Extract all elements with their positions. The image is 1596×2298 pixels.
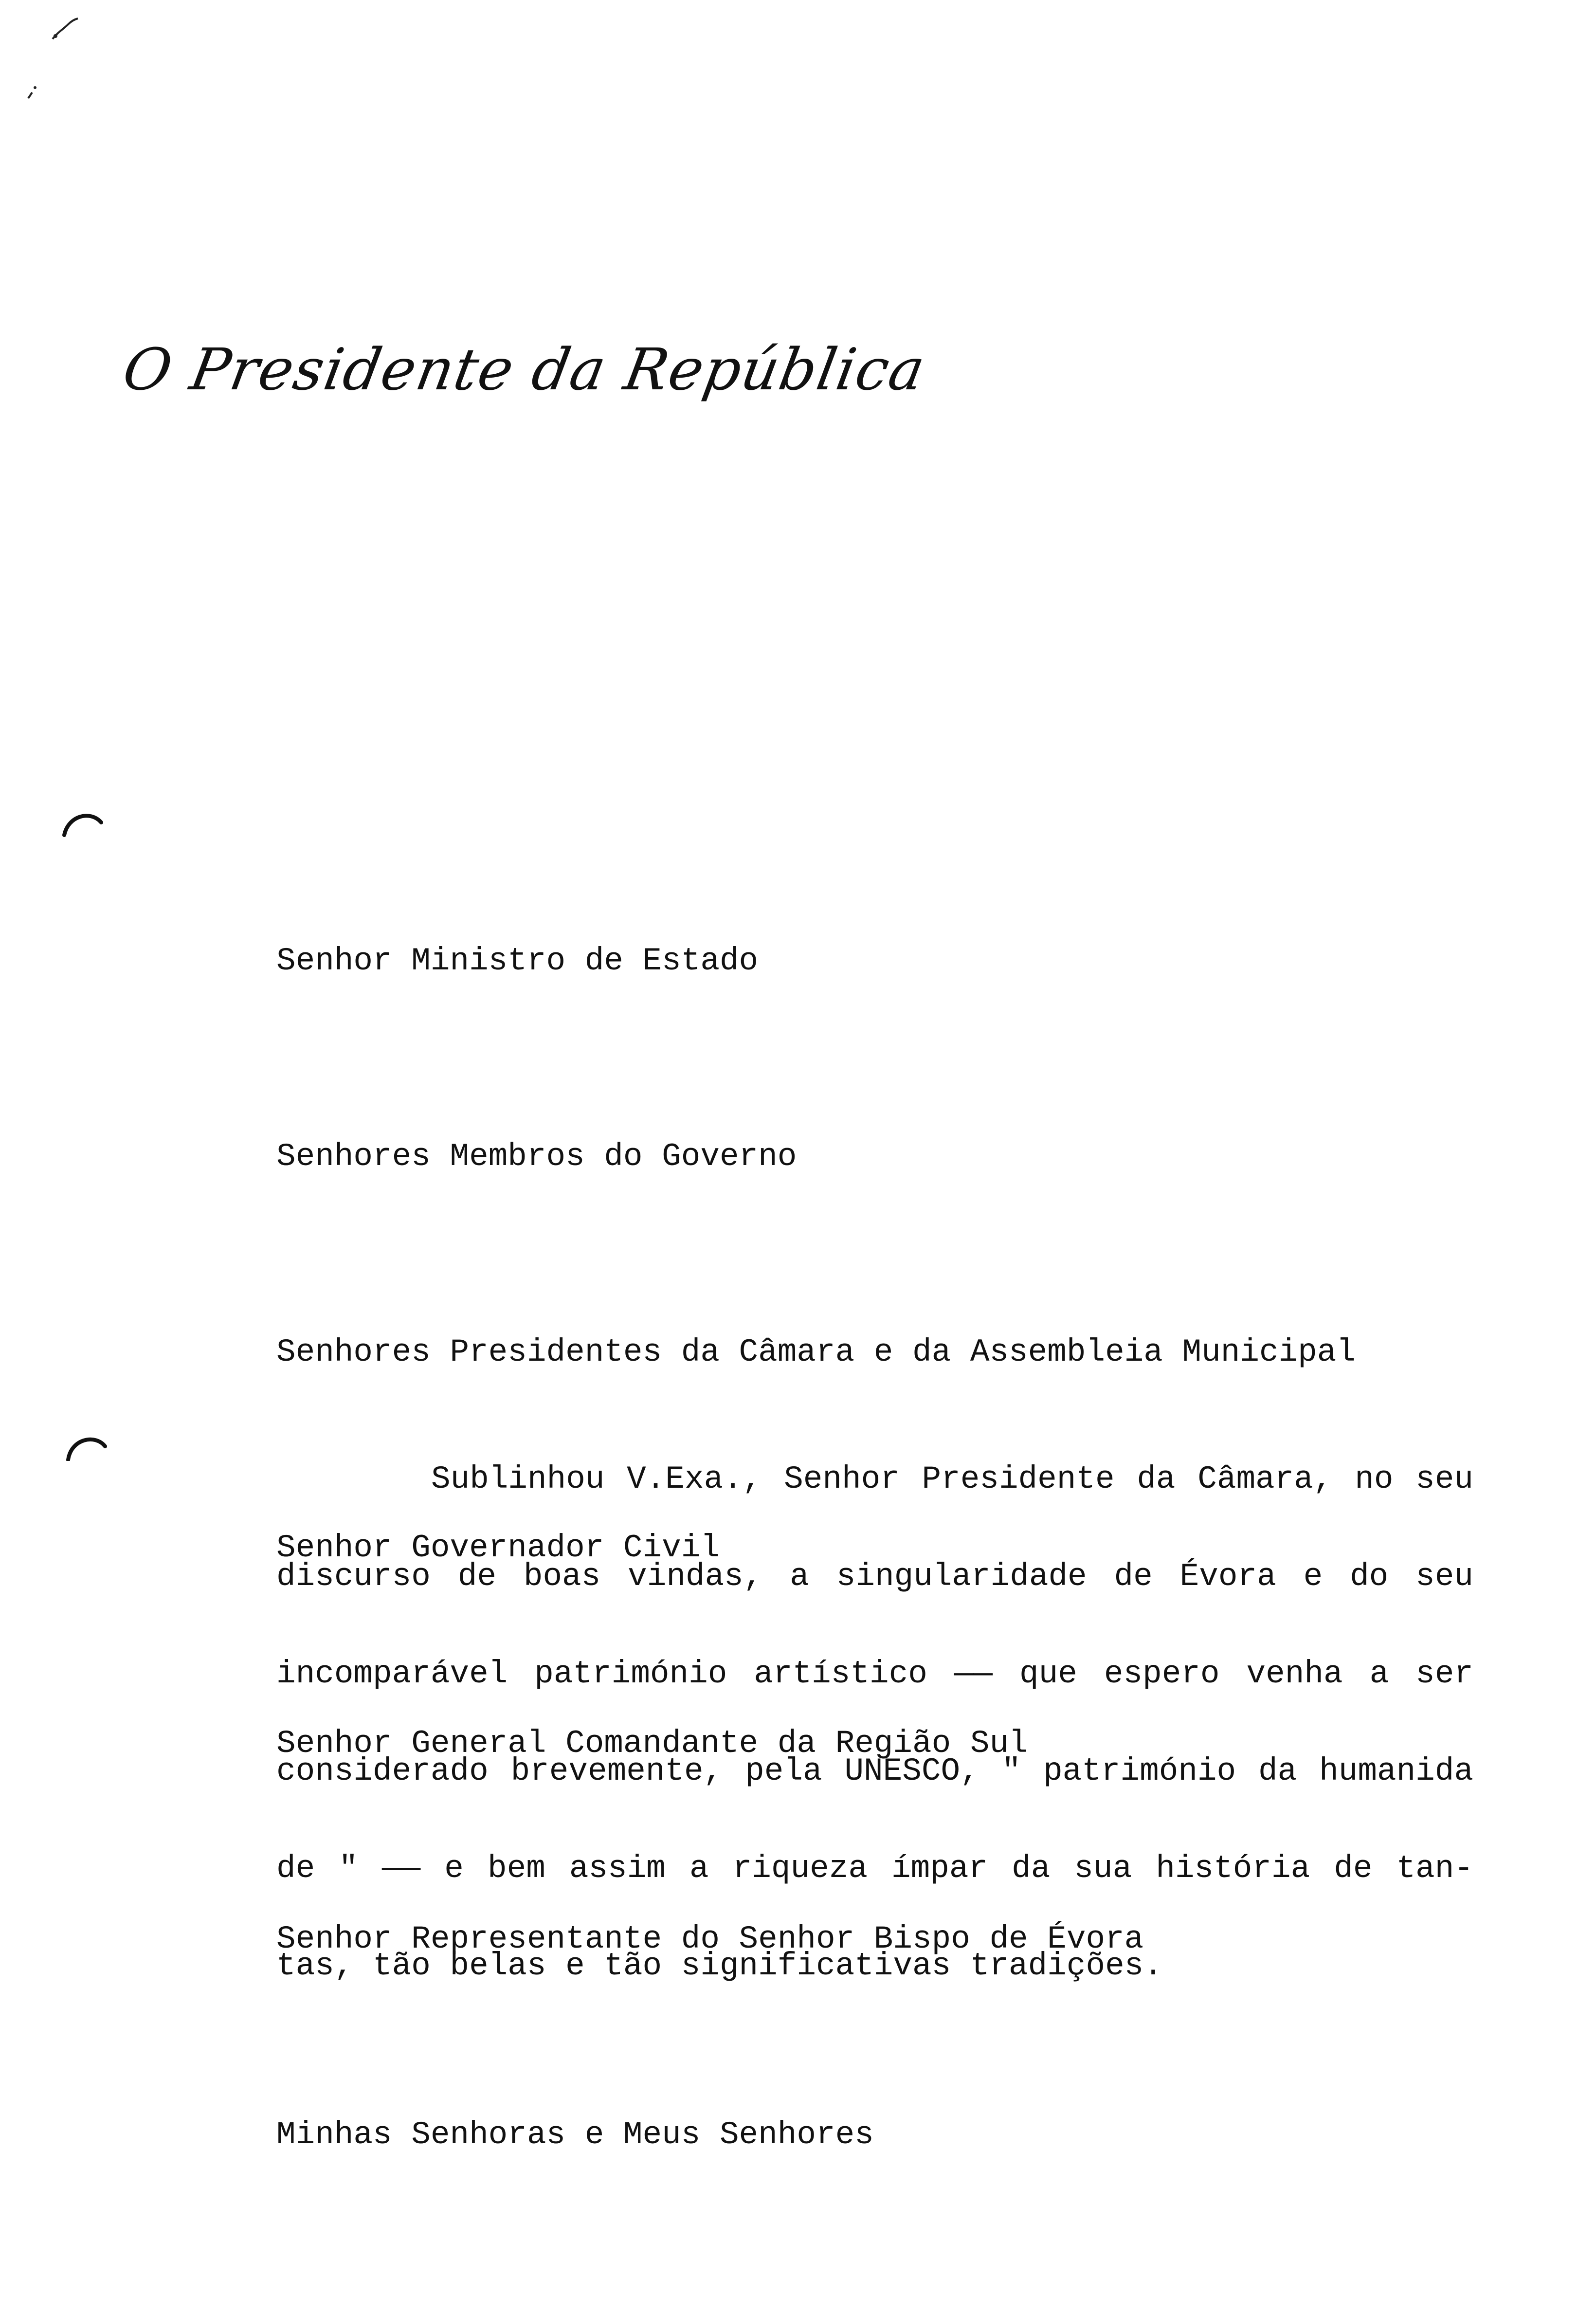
paragraph-line: de " —— e bem assim a riqueza ímpar da sua história de tan- — [276, 1850, 1473, 1887]
salutation-line: Senhor Governador Civil — [276, 1530, 720, 1566]
paragraph-line: tas, tão belas e tão significativas tradições. — [276, 1948, 1163, 1984]
salutation-line: Senhor Ministro de Estado — [276, 943, 759, 979]
salutation-line: Senhores Presidentes da Câmara e da Assembleia Municipal — [276, 1334, 1356, 1370]
margin-arc-mark-2 — [65, 1432, 107, 1461]
salutation-line: Senhor General Comandante da Região Sul — [276, 1725, 1028, 1762]
scan-mark-dot — [24, 83, 39, 102]
margin-arc-mark-1 — [61, 808, 103, 837]
speech-paragraph — [276, 1431, 1473, 2015]
paragraph-line: considerado brevemente, pela UNESCO, " património da humanida — [276, 1753, 1473, 1789]
paragraph-line: discurso de boas vindas, a singularidade de Évora e do seu — [276, 1558, 1473, 1595]
salutation-line: Senhor Representante do Senhor Bispo de Évora — [276, 1921, 1144, 1957]
letterhead-title: O Presidente da República — [118, 336, 931, 403]
salutation-line: Minhas Senhoras e Meus Senhores — [276, 2116, 874, 2153]
scan-mark-top — [49, 15, 83, 44]
paragraph-line: Sublinhou V.Exa., Senhor Presidente da Câmara, no seu — [431, 1461, 1473, 1497]
salutation-line: Senhores Membros do Governo — [276, 1138, 797, 1175]
paragraph-line: incomparável património artístico —— que espero venha a ser — [276, 1656, 1473, 1692]
